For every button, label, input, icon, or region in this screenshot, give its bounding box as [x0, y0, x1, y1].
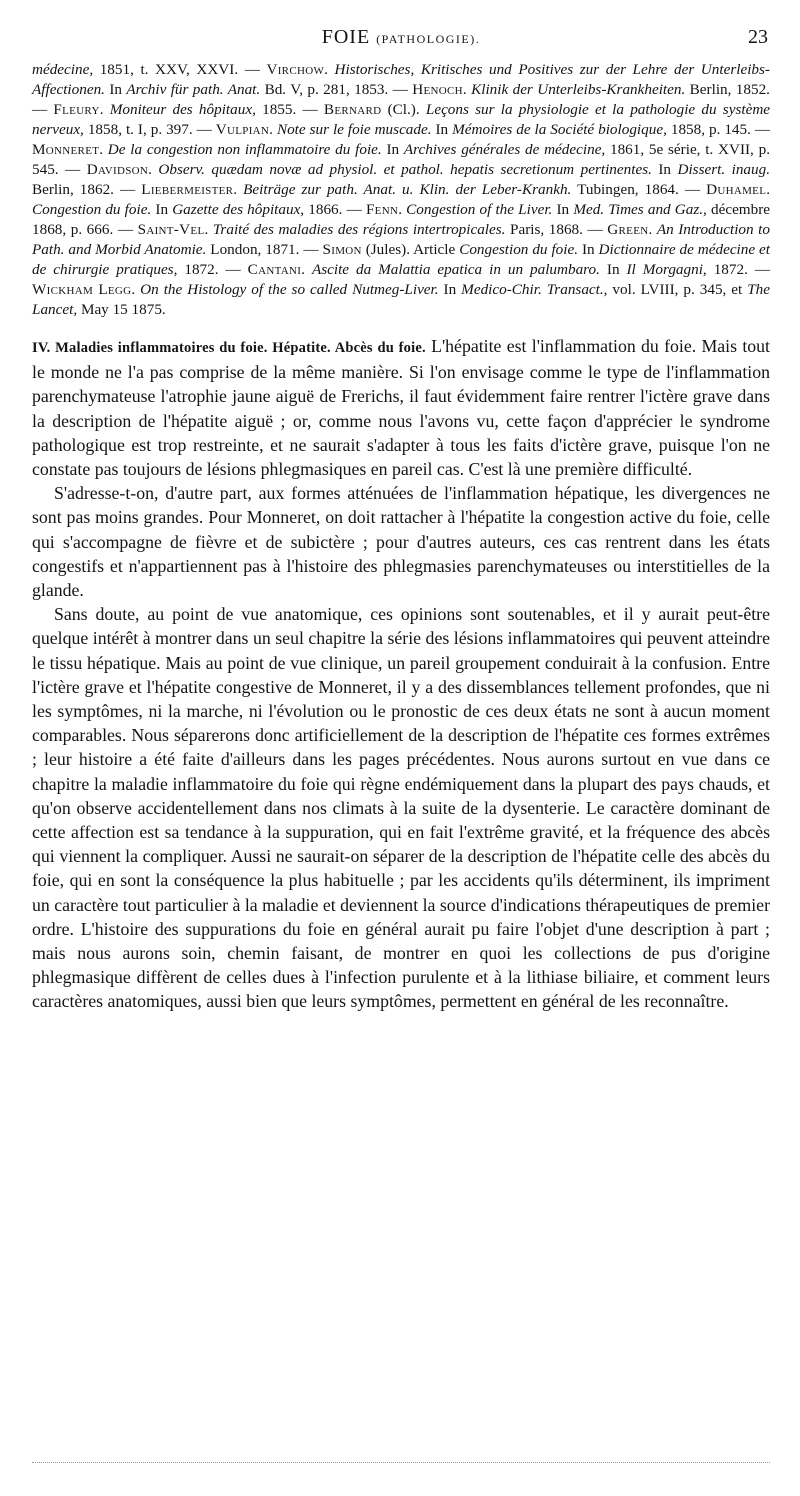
bib-title: Traité des maladies des régions intertropicales. [212, 221, 506, 238]
bib-text: In [651, 161, 678, 178]
bib-text: (Jules). Article [361, 241, 460, 258]
bib-text: In [381, 141, 404, 158]
bib-text: . [301, 261, 312, 278]
footer-dotted-rule [32, 1462, 770, 1463]
bib-text: 1861, 5e série, t. XVII, p. 545. — [32, 141, 771, 178]
bib-title: médecine, [32, 61, 94, 78]
bib-author: Duhamel [706, 181, 767, 198]
bib-title: Congestion du foie. [459, 241, 579, 258]
bib-text: 1858, t. I, p. 397. — [83, 121, 216, 138]
bib-title: Moniteur des hôpitaux, [109, 101, 256, 118]
bib-author: Monneret [32, 141, 100, 158]
bib-title: Dissert. inaug. [677, 161, 771, 178]
bib-title: Ascite da Malattia epatica in un palumbaro. [311, 261, 600, 278]
bib-text: In [552, 201, 574, 218]
bib-text: (Cl.). [381, 101, 426, 118]
bib-text: décembre 1868, p. 666. — [32, 201, 771, 238]
bib-title: Congestion du foie. [32, 201, 152, 218]
bib-text: In [599, 261, 627, 278]
bib-title: Historisches, Kritisches und Positives zur der Lehre der Unterleibs-Affectionen. [32, 61, 770, 98]
bib-text: 1872. — [177, 261, 248, 278]
bib-author: Fenn [365, 201, 399, 218]
bib-author: Liebermeister [141, 181, 234, 198]
bib-text: . [204, 221, 213, 238]
bib-title: Archives générales de médecine, [403, 141, 606, 158]
section-paragraph-3: Sans doute, au point de vue anatomique, ces opinions sont soutenables, et il y aurait peut-être quelque intérêt à montrer dans un seul chapitre la série des lésions inflammatoires qui peuvent atteindre le tissu hépatique. Mais au point de vue clinique, un pareil groupement conduirait à la confusion. Entre l'ictère grave et l'hépatite congestive de Monneret, il y a des dissemblances tellement profondes, que ni les symptômes, ni la marche, ni l'évolution ou le pronostic de ces deux états ne sont à aucun moment comparables. Nous séparerons donc artificiellement de la description de l'hépatite ces formes extrêmes ; leur histoire a été faite d'ailleurs dans les pages précédentes. Nous aurons surtout en vue dans ce chapitre la maladie inflammatoire du foie qui règne endémiquement dans la plupart des pays chauds, et qu'on observe accidentellement dans nos climats à la suite de la dysenterie. Le caractère dominant de cette affection est sa tendance à la suppuration, qui en fait l'extrême gravité, et la fréquence des abcès qui viennent la compliquer. Aussi ne saurait-on séparer de la description de l'hépatite celle des abcès du foie, qui en sont la conséquence la plus habituelle ; par les accidents qu'ils déterminent, ils impriment un caractère tout particulier à la maladie et deviennent la source d'indications thérapeutiques de premier ordre. L'histoire des suppurations du foie en général aurait pu faire l'objet d'une description à part ; mais nous aurons soin, chemin faisant, de montrer en quoi les collections de pus d'origine phlegmasique diffèrent de celles dues à l'infection purulente et à la lithiase biliaire, et comment leurs caractères anatomiques, aussi bien que leurs symptômes, permettent en général de les reconnaître. [32, 604, 770, 1012]
bib-text: Bd. V, p. 281, 1853. — [260, 81, 413, 98]
bib-title: Observ. quædam novæ ad physiol. et pathol. hepatis secretionum pertinentes. [158, 161, 652, 178]
bib-author: Cantani [247, 261, 302, 278]
bib-title: Klinik der Unterleibs-Krankheiten. [471, 81, 686, 98]
bib-author: Green [607, 221, 649, 238]
bib-author: Bernard [323, 101, 382, 118]
bib-title: Archiv für path. Anat. [126, 81, 261, 98]
page-number: 23 [748, 26, 768, 48]
bib-author: Vulpian [215, 121, 270, 138]
bib-text: vol. LVIII, p. 345, et [607, 281, 748, 298]
bib-text: Tubingen, 1864. — [571, 181, 707, 198]
bib-text: 1872. — [706, 261, 771, 278]
bib-author: Simon [322, 241, 362, 258]
section-paragraph-2: S'adresse-t-on, d'autre part, aux formes atténuées de l'inflammation hépatique, les divergences ne sont pas moins grandes. Pour Monneret, on doit rattacher à l'hépatite la congestion active du foie, celle qui s'accompagne de fièvre et de subictère ; pour d'autres auteurs, ces cas rentrent dans les états congestifs et n'appartiennent pas à l'histoire des phlegmasies parenchymateuses ou interstitielles de la glande. [32, 483, 770, 601]
bib-author: Wickham Legg [32, 281, 132, 298]
bib-author: Fleury [53, 101, 100, 118]
bib-text: In [438, 281, 462, 298]
bib-text: . [269, 121, 277, 138]
bib-text: . [398, 201, 407, 218]
bib-title: Mémoires de la Société biologique, [452, 121, 667, 138]
bib-title: Dictionnaire de médecine et de chirurgie pratiques, [32, 241, 771, 278]
bib-title: Beiträge zur path. Anat. u. Klin. der Leber-Krankh. [243, 181, 572, 198]
bib-text: 1855. — [255, 101, 324, 118]
bib-text: 1851, t. XXV, XXVI. — [93, 61, 267, 78]
bib-author: Virchow [266, 61, 325, 78]
bib-text: . [131, 281, 141, 298]
bib-text: In [578, 241, 599, 258]
bib-title: Congestion of the Liver. [406, 201, 553, 218]
bib-title: On the Histology of the so called Nutmeg-Liver. [140, 281, 439, 298]
bib-title: De la congestion non inflammatoire du foie. [107, 141, 382, 158]
bib-text: 1866. — [304, 201, 366, 218]
bib-text: In [431, 121, 453, 138]
bib-text: 1858, p. 145. — [666, 121, 771, 138]
header-subtitle: (PATHOLOGIE). [376, 32, 481, 46]
bib-text: . [648, 221, 657, 238]
bib-author: Henoch [412, 81, 463, 98]
bibliography-block [32, 60, 770, 320]
bib-text: . [148, 161, 159, 178]
bib-title: Leçons sur la physiologie et la pathologie du système nerveux, [32, 101, 771, 138]
bib-text: May 15 1875. [77, 301, 166, 318]
bib-author: Saint-Vel [137, 221, 205, 238]
bib-text: In [151, 201, 173, 218]
section-heading: IV. Maladies inflammatoires du foie. Hépatite. Abcès du foie. [32, 340, 426, 356]
bib-text: In [104, 81, 127, 98]
bib-text: . [462, 81, 472, 98]
bib-title: Il Morgagni, [626, 261, 707, 278]
bib-text: Paris, 1868. — [505, 221, 608, 238]
bib-title: Gazette des hôpitaux, [172, 201, 305, 218]
bib-text: . [99, 101, 110, 118]
bib-text: Berlin, 1852. — [32, 81, 770, 118]
section-paragraph-1 [32, 334, 770, 481]
running-header [32, 26, 770, 56]
bib-title: The Lancet, [32, 281, 771, 318]
header-title: FOIE [321, 26, 371, 48]
section-hepatite [32, 334, 770, 1014]
bib-text: . [99, 141, 108, 158]
running-title [32, 26, 770, 49]
bib-title: Medico-Chir. Transact., [461, 281, 608, 298]
bib-text: London, 1871. — [206, 241, 323, 258]
bib-title: Med. Times and Gaz., [573, 201, 707, 218]
bib-text: . [766, 181, 771, 198]
bib-title: An Introduction to Path. and Morbid Anatomie. [32, 221, 770, 258]
paragraph-text: L'hépatite est l'inflammation du foie. Mais tout le monde ne l'a pas comprise de la même manière. Si l'on envisage comme le type de l'inflammation parenchymateuse l'atrophie jaune aiguë de Frerichs, il faut évidemment faire rentrer l'ictère grave dans la description de l'hépatite aiguë ; or, comme nous l'avons vu, cette façon d'apprécier le syndrome pathologique est trop restreinte, et ne saurait s'adapter à tous les faits d'ictère grave, puisque l'on ne constate pas toujours de lésions phlegmasiques en pareil cas. C'est là une première difficulté. [32, 336, 770, 480]
bib-text: Berlin, 1862. — [32, 181, 142, 198]
bib-title: Note sur le foie muscade. [276, 121, 432, 138]
book-page [32, 26, 770, 1014]
bib-author: Davidson [86, 161, 149, 178]
bib-text: . [233, 181, 244, 198]
bib-text: . [324, 61, 335, 78]
